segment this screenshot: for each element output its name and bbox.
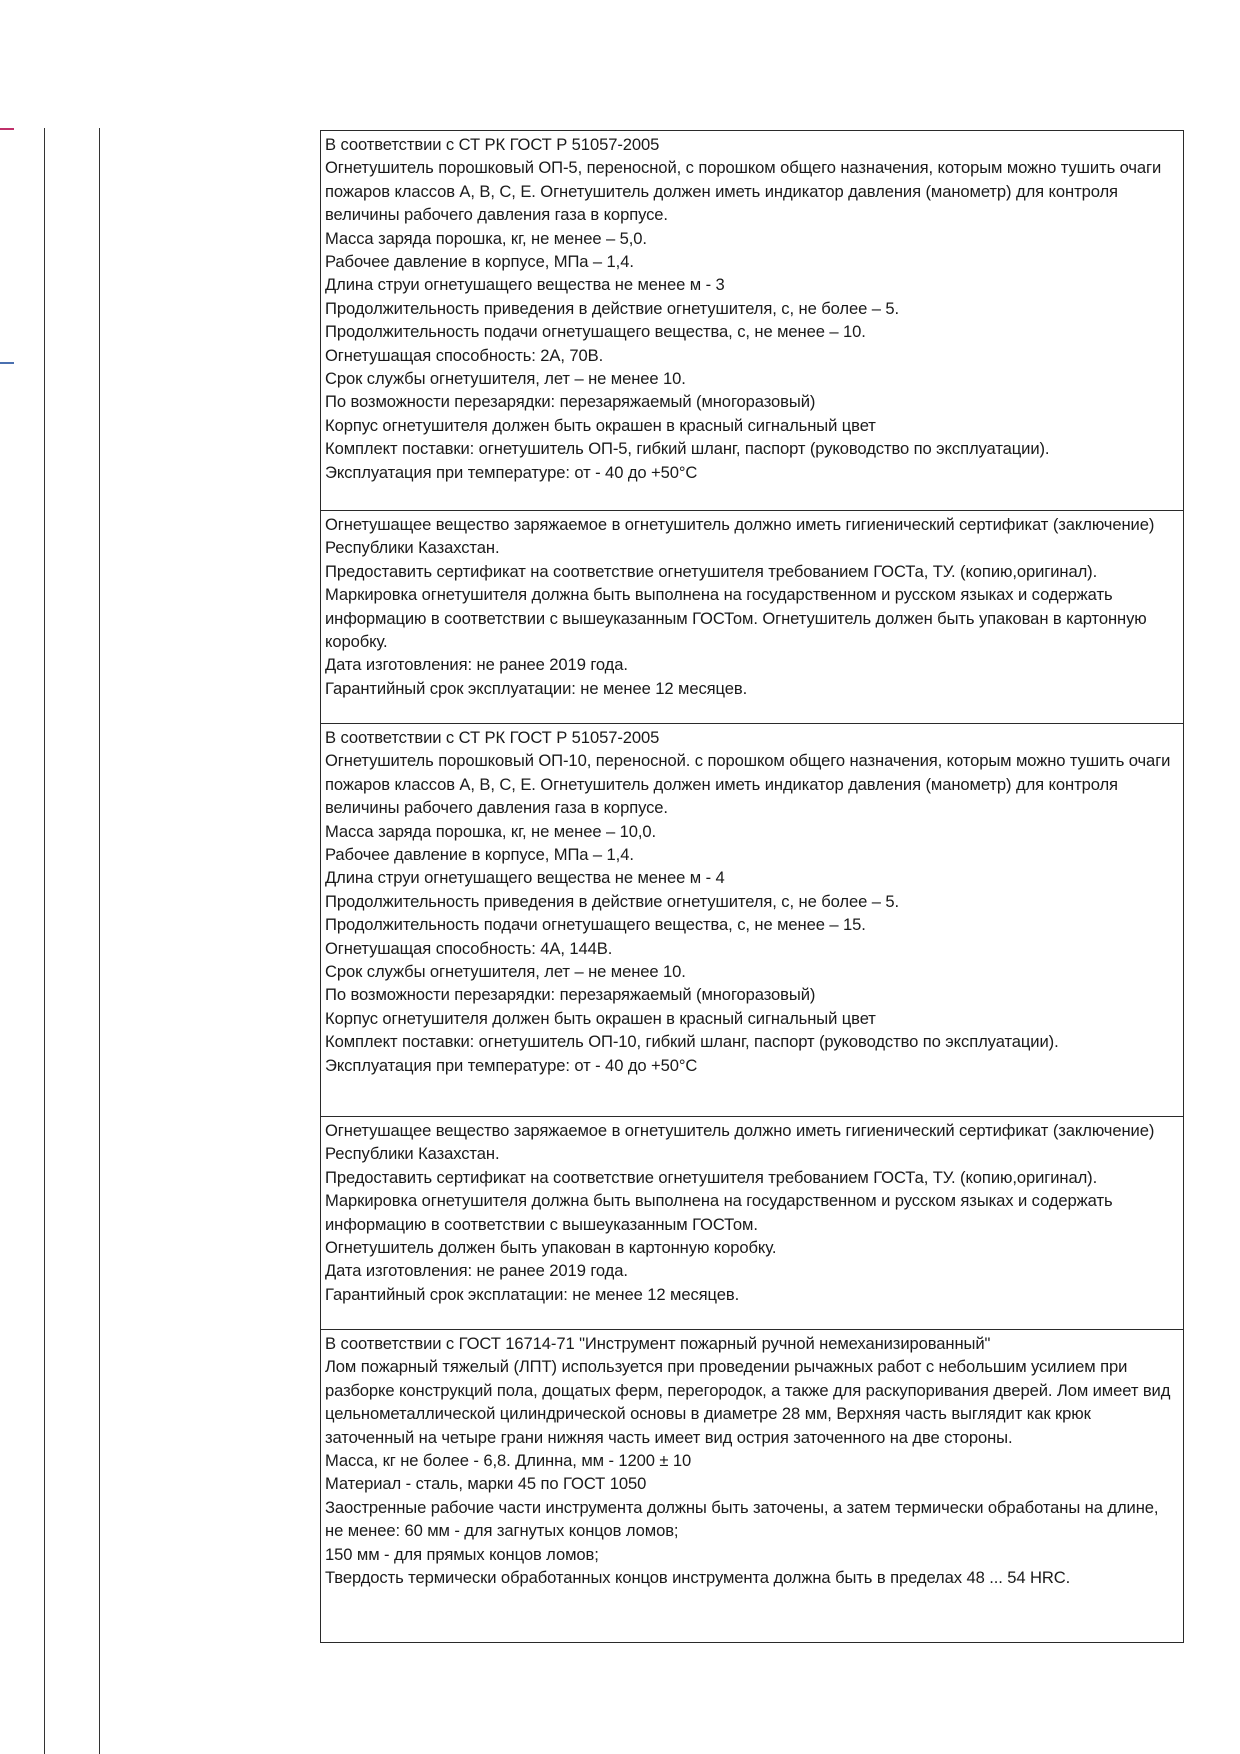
row2-line2: Предоставить сертификат на соответствие огнетушителя требованием ГОСТа, ТУ. (копию,оригинал). bbox=[325, 561, 1098, 581]
row1-line8: Огнетушащая способность: 2А, 70В. bbox=[325, 345, 604, 365]
row4-line4: Огнетушитель должен быть упакован в картонную коробку. bbox=[325, 1238, 777, 1258]
row1-line2: Огнетушитель порошковый ОП-5, переносной, с порошком общего назначения, которым можно тушить очаги пожаров классов А, В, С, Е. Огнетушитель должен иметь индикатор давления (манометр) для контроля величины рабочего давления газа в корпусе. bbox=[325, 158, 1162, 225]
row1-line11: Корпус огнетушителя должен быть окрашен в красный сигнальный цвет bbox=[325, 415, 876, 435]
row3-line9: Срок службы огнетушителя, лет – не менее 10. bbox=[325, 962, 686, 982]
row5-line5: Заостренные рабочие части инструмента должны быть заточены, а затем термически обработаны на длине, не менее: 60 мм - для загнутых концов ломов; bbox=[325, 1497, 1159, 1541]
requirements-cell-op10 bbox=[321, 1116, 1183, 1329]
row3-line7: Продолжительность подачи огнетушащего вещества, с, не менее – 15. bbox=[325, 915, 866, 935]
row2-line5: Гарантийный срок эксплуатации: не менее 12 месяцев. bbox=[325, 678, 748, 698]
row2-line3: Маркировка огнетушителя должна быть выполнена на государственном и русском языках и содержать информацию в соответствии с вышеуказанным ГОСТом. Огнетушитель должен быть упакован в картонную коробку. bbox=[325, 585, 1147, 652]
margin-tick-blue bbox=[0, 362, 14, 364]
row5-line2: Лом пожарный тяжелый (ЛПТ) используется при проведении рычажных работ с небольшим усилием при разборке конструкций пола, дощатых ферм, перегородок, а также для раскупоривания дверей. Лом имеет вид цельнометаллической цилиндрической основы в диаметре 28 мм, Верхняя часть выглядит как крюк заточенный на четыре грани нижняя часть имеет вид острия заточенного на две стороны. bbox=[325, 1357, 1171, 1447]
row5-line1: В соответствии с ГОСТ 16714-71 "Инструмент пожарный ручной немеханизированный" bbox=[325, 1334, 991, 1353]
margin-line-right bbox=[99, 128, 100, 1754]
row1-line7: Продолжительность подачи огнетушащего вещества, с, не менее – 10. bbox=[325, 322, 866, 342]
row5-line7: Твердость термически обработанных концов инструмента должна быть в пределах 48 ... 54 HRC. bbox=[325, 1568, 1071, 1588]
row2-line4: Дата изготовления: не ранее 2019 года. bbox=[325, 655, 628, 675]
row4-line5: Дата изготовления: не ранее 2019 года. bbox=[325, 1261, 628, 1281]
margin-line-left bbox=[44, 128, 45, 1754]
row3-line10: По возможности перезарядки: перезаряжаемый (многоразовый) bbox=[325, 985, 816, 1005]
row3-line2: Огнетушитель порошковый ОП-10, переносной. с порошком общего назначения, которым можно тушить очаги пожаров классов А, В, С, Е. Огнетушитель должен иметь индикатор давления (манометр) для контроля величины рабочего давления газа в корпусе. bbox=[325, 751, 1171, 818]
spec-cell-crowbar bbox=[321, 1329, 1183, 1642]
row3-line4: Рабочее давление в корпусе, МПа – 1,4. bbox=[325, 845, 634, 865]
row3-line6: Продолжительность приведения в действие огнетушителя, с, не более – 5. bbox=[325, 891, 900, 911]
row1-line6: Продолжительность приведения в действие огнетушителя, с, не более – 5. bbox=[325, 298, 900, 318]
row1-line13: Эксплуатация при температуре: от - 40 до +50°С bbox=[325, 462, 698, 482]
row5-line3: Масса, кг не более - 6,8. Длинна, мм - 1200 ± 10 bbox=[325, 1451, 692, 1471]
row1-line1: В соответствии с СТ РК ГОСТ Р 51057-2005 bbox=[325, 135, 660, 154]
row3-line13: Эксплуатация при температуре: от - 40 до +50°С bbox=[325, 1055, 698, 1075]
row3-line11: Корпус огнетушителя должен быть окрашен в красный сигнальный цвет bbox=[325, 1008, 876, 1028]
spec-cell-op10 bbox=[321, 723, 1183, 1116]
row3-line8: Огнетушащая способность: 4А, 144В. bbox=[325, 938, 613, 958]
row1-line10: По возможности перезарядки: перезаряжаемый (многоразовый) bbox=[325, 392, 816, 412]
row1-line9: Срок службы огнетушителя, лет – не менее 10. bbox=[325, 369, 686, 389]
margin-tick-pink bbox=[0, 128, 14, 130]
spec-table bbox=[320, 130, 1184, 1643]
row1-line3: Масса заряда порошка, кг, не менее – 5,0. bbox=[325, 228, 647, 248]
row1-line5: Длина струи огнетушащего вещества не менее м - 3 bbox=[325, 275, 725, 295]
row4-line3: Маркировка огнетушителя должна быть выполнена на государственном и русском языках и содержать информацию в соответствии с вышеуказанным ГОСТом. bbox=[325, 1191, 1113, 1234]
row1-line12: Комплект поставки: огнетушитель ОП-5, гибкий шланг, паспорт (руководство по эксплуатации). bbox=[325, 439, 1050, 459]
row4-line2: Предоставить сертификат на соответствие огнетушителя требованием ГОСТа, ТУ. (копию,оригинал). bbox=[325, 1167, 1098, 1187]
row5-line4: Материал - сталь, марки 45 по ГОСТ 1050 bbox=[325, 1474, 647, 1494]
row3-line3: Масса заряда порошка, кг, не менее – 10,0. bbox=[325, 821, 657, 841]
row1-line4: Рабочее давление в корпусе, МПа – 1,4. bbox=[325, 252, 634, 272]
row5-line6: 150 мм - для прямых концов ломов; bbox=[325, 1544, 599, 1564]
spec-cell-op5 bbox=[321, 130, 1183, 510]
row3-line5: Длина струи огнетушащего вещества не менее м - 4 bbox=[325, 868, 725, 888]
row3-line12: Комплект поставки: огнетушитель ОП-10, гибкий шланг, паспорт (руководство по эксплуатации). bbox=[325, 1032, 1059, 1052]
row2-line1: Огнетушащее вещество заряжаемое в огнетушитель должно иметь гигиенический сертификат (заключение) Республики Казахстан. bbox=[325, 515, 1155, 558]
requirements-cell-op5 bbox=[321, 510, 1183, 723]
row4-line1: Огнетушащее вещество заряжаемое в огнетушитель должно иметь гигиенический сертификат (заключение) Республики Казахстан. bbox=[325, 1121, 1155, 1164]
row4-line6: Гарантийный срок эксплатации: не менее 12 месяцев. bbox=[325, 1284, 740, 1304]
row3-line1: В соответствии с СТ РК ГОСТ Р 51057-2005 bbox=[325, 728, 660, 747]
